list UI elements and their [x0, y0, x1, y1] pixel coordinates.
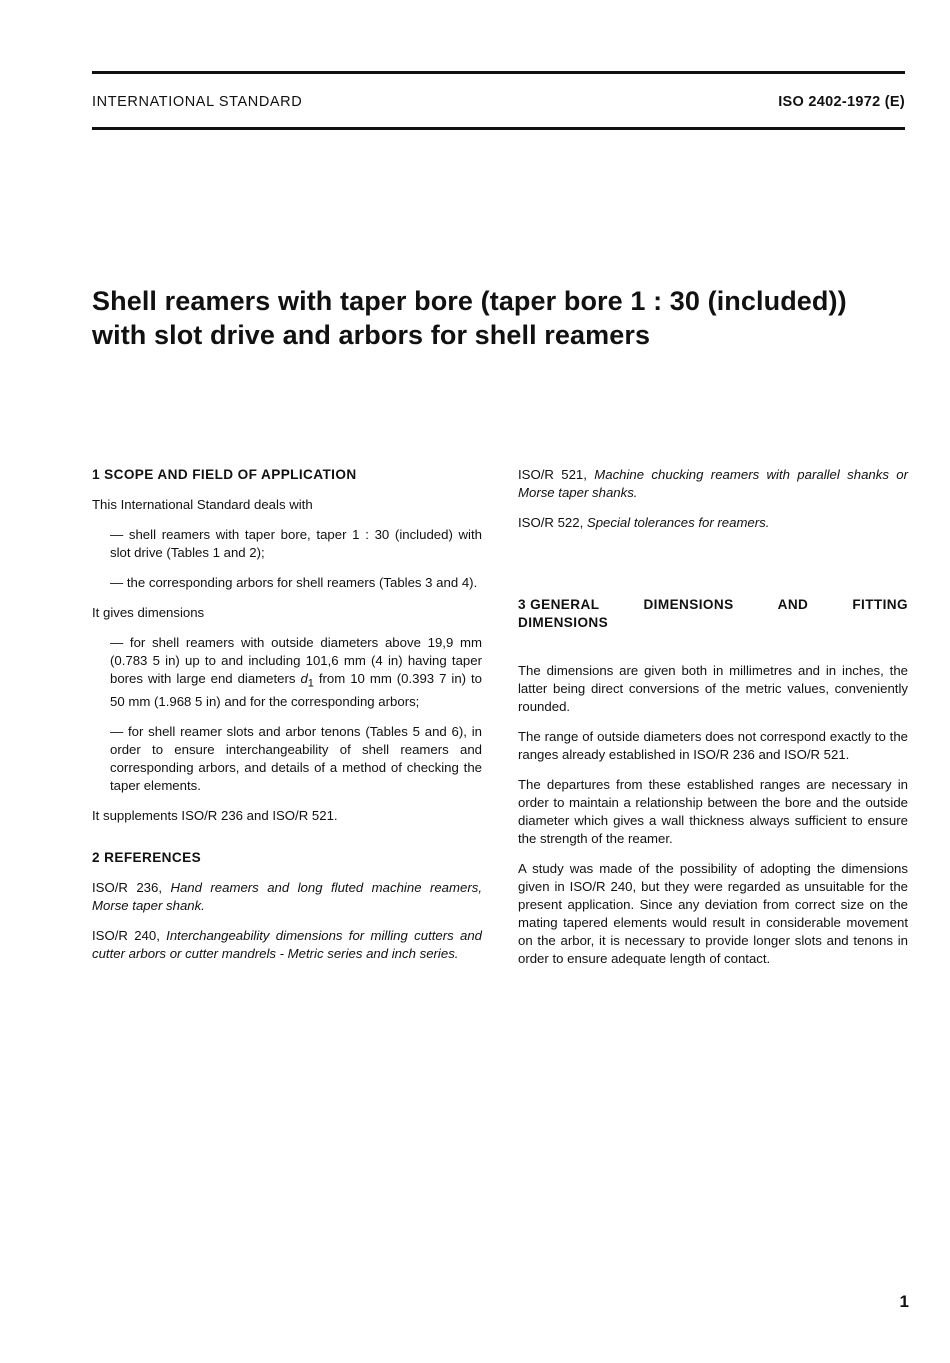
section-1-gives: It gives dimensions: [92, 605, 205, 620]
heading-word: 3 GENERAL: [518, 597, 600, 612]
reference-title: Hand reamers and long fluted machine reamers, Morse taper shank.: [92, 879, 482, 913]
page-number: 1: [899, 1292, 909, 1311]
section-1-intro: This International Standard deals with: [92, 497, 313, 512]
section-2-heading: 2 REFERENCES: [92, 849, 202, 865]
section-3-paragraph-3: The departures from these established ranges are necessary in order to maintain a relationship between the bore and the outside diameter which gives a wall thickness always sufficient to ensure the strength of the reamer.: [518, 777, 908, 846]
section-1-supplements: It supplements ISO/R 236 and ISO/R 521.: [92, 807, 338, 823]
document-title: [92, 284, 912, 352]
title-line-1: Shell reamers with taper bore (taper bore 1 : 30 (included)): [92, 286, 847, 316]
section-1-heading: 1 SCOPE AND FIELD OF APPLICATION: [92, 467, 357, 482]
heading-word: FITTING: [852, 597, 908, 612]
document-number: ISO 2402-1972 (E): [778, 94, 905, 110]
reference-iso-r-522: [518, 514, 908, 532]
dimensions-item-1-rest: from 10 mm (0.393 7 in) to 50 mm (1.968 5 in) and for the corresponding arbors;: [110, 671, 482, 709]
header-top-rule: [92, 71, 905, 74]
reference-code: ISO/R 236,: [92, 879, 171, 895]
header-bottom-rule: [92, 127, 905, 130]
dimensions-item-2: — for shell reamer slots and arbor tenons (Tables 5 and 6), in order to ensure interchangeability of shell reamers and corresponding arbors, and details of a method of checking the taper elements.: [110, 723, 482, 793]
scope-item-1: — shell reamers with taper bore, taper 1 : 30 (included) with slot drive (Tables 1 and 2);: [110, 527, 482, 560]
reference-iso-r-236: [92, 879, 482, 915]
section-3-heading-line-2: DIMENSIONS: [518, 615, 609, 630]
reference-title: Interchangeability dimensions for milling cutters and cutter arbors or cutter mandrels - Metric series and inch series.: [92, 927, 483, 961]
section-3-paragraph-4: A study was made of the possibility of adopting the dimensions given in ISO/R 240, but they were regarded as unsuitable for the present application. Since any deviation from correct size on the mating tapered elements would result in considerable movement on the arbor, it is necessary to provide longer slots and tenons in order to ensure adequate length of contact.: [518, 861, 908, 966]
reference-title: Machine chucking reamers with parallel shanks or Morse taper shanks.: [518, 467, 908, 500]
dimensions-item-1-text: — for shell reamers with outside diameters above 19,9 mm (0.783 5 in) up to and including 101,6 mm (4 in) having taper bores with large end diameters: [110, 635, 482, 686]
reference-iso-r-521: [518, 466, 908, 502]
title-line-2: with slot drive and arbors for shell reamers: [92, 320, 651, 350]
right-column: [518, 466, 908, 980]
scope-item-2: — the corresponding arbors for shell reamers (Tables 3 and 4).: [110, 575, 478, 590]
reference-code: ISO/R 522,: [518, 515, 587, 530]
left-column: [92, 466, 482, 975]
reference-code: ISO/R 240,: [92, 927, 167, 943]
section-3-paragraph-2: The range of outside diameters does not correspond exactly to the ranges already established in ISO/R 236 and ISO/R 521.: [518, 729, 908, 762]
reference-title: Special tolerances for reamers.: [586, 515, 770, 530]
reference-code: ISO/R 521,: [518, 467, 595, 482]
reference-iso-r-240: [92, 927, 482, 963]
section-3-paragraph-1: The dimensions are given both in millimetres and in inches, the latter being direct conversions of the metric values, conveniently rounded.: [518, 663, 908, 714]
diameter-subscript: 1: [307, 677, 314, 690]
heading-word: AND: [777, 597, 809, 612]
diameter-symbol: d: [300, 671, 308, 686]
document-type: INTERNATIONAL STANDARD: [92, 94, 303, 110]
section-3-heading: [518, 596, 908, 614]
heading-word: DIMENSIONS: [643, 597, 734, 612]
dimensions-item-1: [92, 634, 482, 711]
